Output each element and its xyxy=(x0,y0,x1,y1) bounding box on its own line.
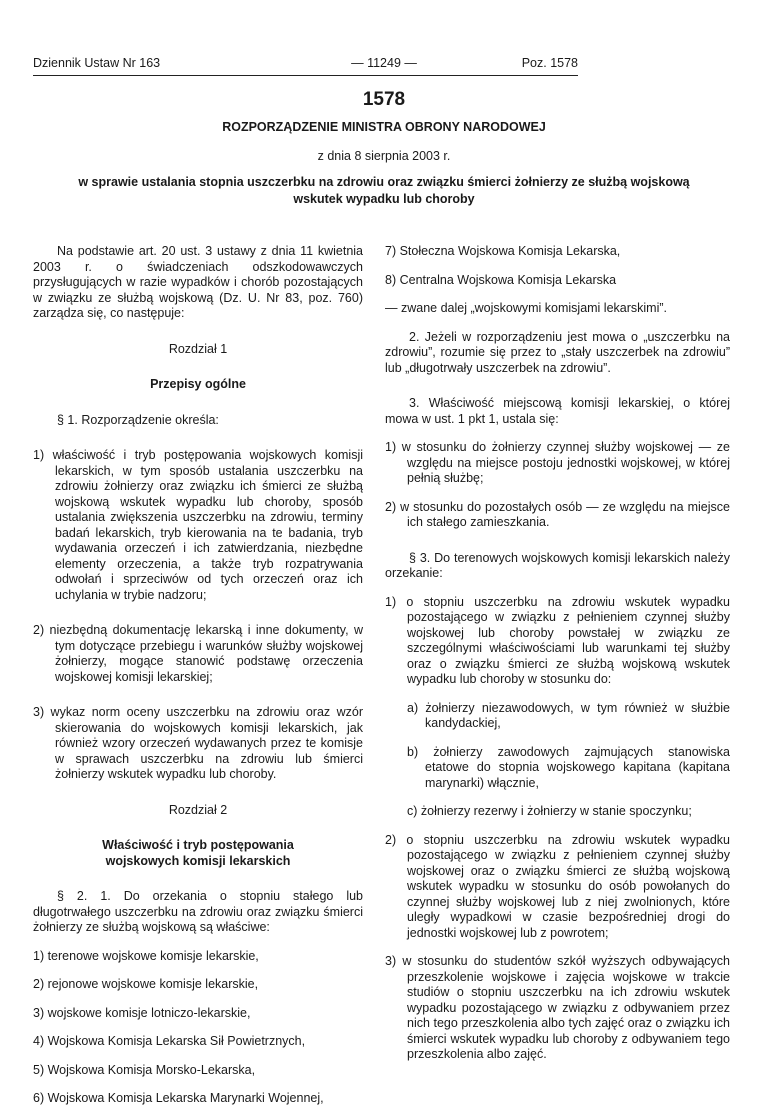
chapter-2-label: Rozdział 2 xyxy=(168,802,228,817)
sub-item: a) żołnierzy niezawodowych, w tym również w służbie kandydackiej, xyxy=(407,700,730,730)
list-item: 4) Wojskowa Komisja Lekarska Sił Powietrznych, xyxy=(33,1034,306,1048)
act-number: 1578 xyxy=(362,89,406,110)
sub-item: b) żołnierzy zawodowych zajmujących stanowiska etatowe do stopnia wojskowego kapitana (kapitana marynarki) włącznie, xyxy=(407,744,730,790)
list-item: 7) Stołeczna Wojskowa Komisja Lekarska, xyxy=(385,244,621,258)
list-item: 1) w stosunku do żołnierzy czynnej służby wojskowej — ze względu na miejsce postoju jednostki wojskowej, w której pełnią służbę; xyxy=(385,440,730,485)
list-item: 2) w stosunku do pozostałych osób — ze względu na miejsce ich stałego zamieszkania. xyxy=(385,499,730,529)
chapter-2-title: Właściwość i tryb postępowania wojskowych komisji lekarskich xyxy=(102,838,294,868)
list-item: 2) o stopniu uszczerbku na zdrowiu wskutek wypadku pozostającego w związku z pełnieniem czynnej służby wojskowej oraz o związku śmierci ze służbą wojskową wskutek wypadku w stosunku do osób powołanych do czynnej służby wojskowej lub z niej zwolnionych, które uległy wypadkowi w czasie bezpośredniej drogi do jednostki wojskowej lub z powrotem; xyxy=(385,832,730,940)
right-column xyxy=(385,244,730,1063)
list-item: 3) w stosunku do studentów szkół wyższych odbywających przeszkolenie wojskowe i zajęcia wojskowe w trakcie studiów o stopniu uszczerbku na ich zdrowiu wskutek wypadku pozostającego w związku z odbywaniem przez nich tego przeszkolenia albo tych zajęć oraz o związku ich śmierci wskutek wypadku lub choroby z odbywaniem tego przeszkolenia albo zajęć. xyxy=(385,954,730,1061)
header-rule xyxy=(33,75,578,76)
list-item: 3) wojskowe komisje lotniczo-lekarskie, xyxy=(33,1005,251,1020)
act-date: z dnia 8 sierpnia 2003 r. xyxy=(317,149,451,163)
act-title: ROZPORZĄDZENIE MINISTRA OBRONY NARODOWEJ xyxy=(222,120,546,134)
section-2-paragraph-3: 3. Właściwość miejscową komisji lekarskiej, o której mowa w ust. 1 pkt 1, ustala się: xyxy=(385,396,730,426)
list-item: 1) właściwość i tryb postępowania wojskowych komisji lekarskich, w tym sposób ustalania uszczerbku na zdrowiu żołnierzy oraz związku ich śmierci ze służbą wojskową wskutek wypadku lub choroby, sposób ustalania zwiększenia uszczerbku na zdrowiu, terminy badań lekarskich, tryb kierowania na te badania, tryb wydawania orzeczeń i ich zatwierdzania, niezbędne elementy orzeczenia, a także tryb rozpatrywania odwołań i sprzeciwów od tych orzeczeń oraz ich uchylania w trybie nadzoru; xyxy=(33,448,363,602)
act-subject: w sprawie ustalania stopnia uszczerbku na zdrowiu oraz związku śmierci żołnierzy ze służbą wojskową wskutek wypadku lub choroby xyxy=(78,175,690,206)
chapter-1-label: Rozdział 1 xyxy=(168,341,228,356)
list-item: 6) Wojskowa Komisja Lekarska Marynarki Wojennej, xyxy=(33,1091,324,1105)
chapter-1-title: Przepisy ogólne xyxy=(150,377,246,391)
list-item: 8) Centralna Wojskowa Komisja Lekarska xyxy=(385,272,617,287)
page-number: — 11249 — xyxy=(351,56,417,70)
list-item: 3) wykaz norm oceny uszczerbku na zdrowiu oraz wzór skierowania do wojskowych komisji lekarskich, jak również wzory orzeczeń wydawanych przez te komisje w sprawach uszczerbku na zdrowiu lub śmierci żołnierzy wskutek wypadku lub choroby. xyxy=(33,705,363,781)
list-item: 2) rejonowe wojskowe komisje lekarskie, xyxy=(33,977,259,991)
journal-title: Dziennik Ustaw Nr 163 xyxy=(33,56,161,70)
section-1-intro: § 1. Rozporządzenie określa: xyxy=(57,412,219,427)
left-column xyxy=(33,244,363,1107)
intro-paragraph: Na podstawie art. 20 ust. 3 ustawy z dnia 11 kwietnia 2003 r. o świadczeniach odszkodowawczych przysługujących w razie wypadków i chorób pozostających w związku ze służbą wojskową (Dz. U. Nr 83, poz. 760) zarządza się, co następuje: xyxy=(33,244,363,320)
list-item: 1) o stopniu uszczerbku na zdrowiu wskutek wypadku pozostającego w związku z pełnieniem czynnej służby wojskowej lub choroby powstałej w związku ze szczególnymi właściwościami lub warunkami tej służby oraz o związku śmierci ze służbą wojskową wskutek wypadku lub choroby w stosunku do: xyxy=(385,594,730,686)
list-item: 2) niezbędną dokumentację lekarską i inne dokumenty, w tym dotyczące przebiegu i warunków służby wojskowej żołnierzy, mogące stanowić podstawę orzeczenia wojskowej komisji lekarskiej; xyxy=(33,623,363,684)
section-3-intro: § 3. Do terenowych wojskowych komisji lekarskich należy orzekanie: xyxy=(385,550,730,580)
commissions-definition: — zwane dalej „wojskowymi komisjami lekarskimi”. xyxy=(385,301,668,315)
position-number: Poz. 1578 xyxy=(521,56,578,70)
section-2-intro: § 2. 1. Do orzekania o stopniu stałego lub długotrwałego uszczerbku na zdrowiu oraz związku śmierci żołnierzy ze służbą wojskową są właściwe: xyxy=(33,889,363,934)
list-item: 5) Wojskowa Komisja Morsko-Lekarska, xyxy=(33,1062,256,1077)
section-2-paragraph-2: 2. Jeżeli w rozporządzeniu jest mowa o „uszczerbku na zdrowiu”, rozumie się przez to „stały uszczerbek na zdrowiu” lub „długotrwały uszczerbek na zdrowiu”. xyxy=(385,329,730,375)
list-item: 1) terenowe wojskowe komisje lekarskie, xyxy=(33,948,259,963)
sub-item: c) żołnierzy rezerwy i żołnierzy w stanie spoczynku; xyxy=(407,804,692,818)
